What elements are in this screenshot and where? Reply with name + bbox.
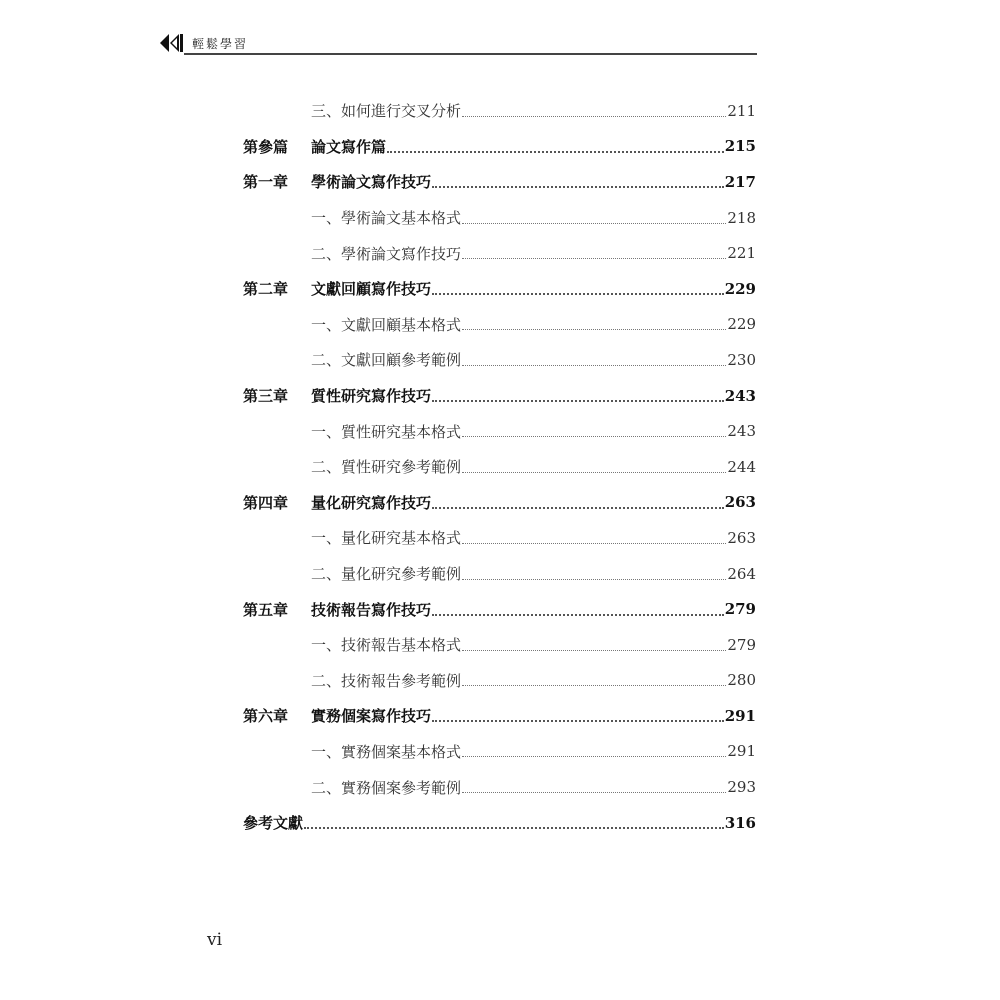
toc-page-number: 264: [727, 564, 756, 583]
toc-entry-title: 三、如何進行交叉分析: [311, 102, 462, 121]
toc-chapter-entry: [243, 591, 756, 627]
diamond-logo-icon: [160, 32, 186, 54]
page-folio: vi: [207, 930, 223, 950]
dot-leader: [432, 185, 724, 188]
toc-chapter-entry: [243, 805, 756, 841]
toc-entry-title: 參考文獻: [243, 814, 304, 833]
toc-page-number: 243: [724, 386, 756, 405]
toc-chapter-label: 第參篇: [243, 137, 289, 156]
toc-page-number: 263: [727, 528, 756, 547]
toc-entry-title: 學術論文寫作技巧: [311, 173, 432, 192]
toc-page-number: 230: [727, 350, 756, 369]
dot-leader: [462, 222, 726, 224]
dot-leader: [432, 292, 724, 295]
toc-page-number: 211: [727, 101, 756, 120]
dot-leader: [432, 613, 724, 616]
toc-entry-title: 質性研究寫作技巧: [311, 387, 432, 406]
toc-page-number: 291: [724, 706, 756, 725]
toc-section-entry: [243, 342, 756, 378]
toc-chapter-entry: [243, 698, 756, 734]
dot-leader: [462, 791, 726, 793]
table-of-contents: [243, 93, 756, 840]
toc-page-number: 293: [727, 778, 756, 797]
toc-section-entry: [243, 307, 756, 343]
toc-page-number: 244: [727, 457, 756, 476]
toc-section-entry: [243, 627, 756, 663]
toc-page-number: 215: [724, 137, 756, 156]
toc-entry-title: 技術報告寫作技巧: [311, 600, 432, 619]
running-title: 輕鬆學習: [192, 37, 249, 51]
toc-page-number: 291: [727, 742, 756, 761]
dot-leader: [462, 684, 726, 686]
toc-page-number: 217: [724, 172, 756, 191]
toc-chapter-label: 第二章: [243, 280, 289, 299]
toc-chapter-entry: [243, 271, 756, 307]
toc-chapter-entry: [243, 485, 756, 521]
toc-section-entry: [243, 413, 756, 449]
toc-section-entry: [243, 93, 756, 129]
toc-chapter-label: 第三章: [243, 387, 289, 406]
dot-leader: [462, 115, 726, 117]
toc-entry-title: 一、質性研究基本格式: [311, 422, 462, 441]
toc-entry-title: 二、技術報告參考範例: [311, 671, 462, 690]
toc-entry-title: 一、文獻回顧基本格式: [311, 315, 462, 334]
dot-leader: [462, 578, 726, 580]
toc-page-number: 280: [727, 671, 756, 690]
toc-page-number: 229: [727, 315, 756, 334]
dot-leader: [432, 399, 724, 402]
toc-page-number: 263: [724, 493, 756, 512]
toc-chapter-entry: [243, 129, 756, 165]
dot-leader: [432, 719, 724, 722]
toc-section-entry: [243, 734, 756, 770]
dot-leader: [462, 257, 726, 259]
toc-section-entry: [243, 520, 756, 556]
toc-entry-title: 二、文獻回顧參考範例: [311, 351, 462, 370]
toc-page-number: 229: [724, 279, 756, 298]
toc-page-number: 221: [727, 244, 756, 263]
toc-entry-title: 一、量化研究基本格式: [311, 529, 462, 548]
toc-chapter-label: 第六章: [243, 707, 289, 726]
toc-section-entry: [243, 663, 756, 699]
toc-page-number: 218: [727, 208, 756, 227]
toc-section-entry: [243, 200, 756, 236]
header-rule: [184, 53, 757, 55]
dot-leader: [462, 435, 726, 437]
toc-entry-title: 二、學術論文寫作技巧: [311, 244, 462, 263]
toc-page-number: 316: [724, 813, 756, 832]
toc-chapter-label: 第五章: [243, 600, 289, 619]
dot-leader: [462, 755, 726, 757]
dot-leader: [462, 649, 726, 651]
toc-entry-title: 實務個案寫作技巧: [311, 707, 432, 726]
toc-section-entry: [243, 556, 756, 592]
toc-chapter-entry: [243, 378, 756, 414]
dot-leader: [387, 150, 724, 153]
toc-section-entry: [243, 235, 756, 271]
toc-entry-title: 一、學術論文基本格式: [311, 209, 462, 228]
toc-entry-title: 二、實務個案參考範例: [311, 778, 462, 797]
running-header: [160, 32, 757, 58]
toc-entry-title: 量化研究寫作技巧: [311, 493, 432, 512]
toc-entry-title: 文獻回顧寫作技巧: [311, 280, 432, 299]
dot-leader: [304, 826, 724, 829]
toc-entry-title: 一、技術報告基本格式: [311, 636, 462, 655]
toc-section-entry: [243, 769, 756, 805]
dot-leader: [462, 542, 726, 544]
toc-page-number: 243: [727, 422, 756, 441]
toc-section-entry: [243, 449, 756, 485]
toc-chapter-entry: [243, 164, 756, 200]
dot-leader: [462, 364, 726, 366]
dot-leader: [462, 471, 726, 473]
dot-leader: [462, 328, 726, 330]
dot-leader: [432, 506, 724, 509]
toc-entry-title: 二、量化研究參考範例: [311, 565, 462, 584]
toc-entry-title: 一、實務個案基本格式: [311, 742, 462, 761]
toc-chapter-label: 第一章: [243, 173, 289, 192]
toc-chapter-label: 第四章: [243, 493, 289, 512]
toc-entry-title: 論文寫作篇: [311, 137, 387, 156]
toc-entry-title: 二、質性研究參考範例: [311, 458, 462, 477]
toc-page-number: 279: [727, 635, 756, 654]
toc-page-number: 279: [724, 600, 756, 619]
